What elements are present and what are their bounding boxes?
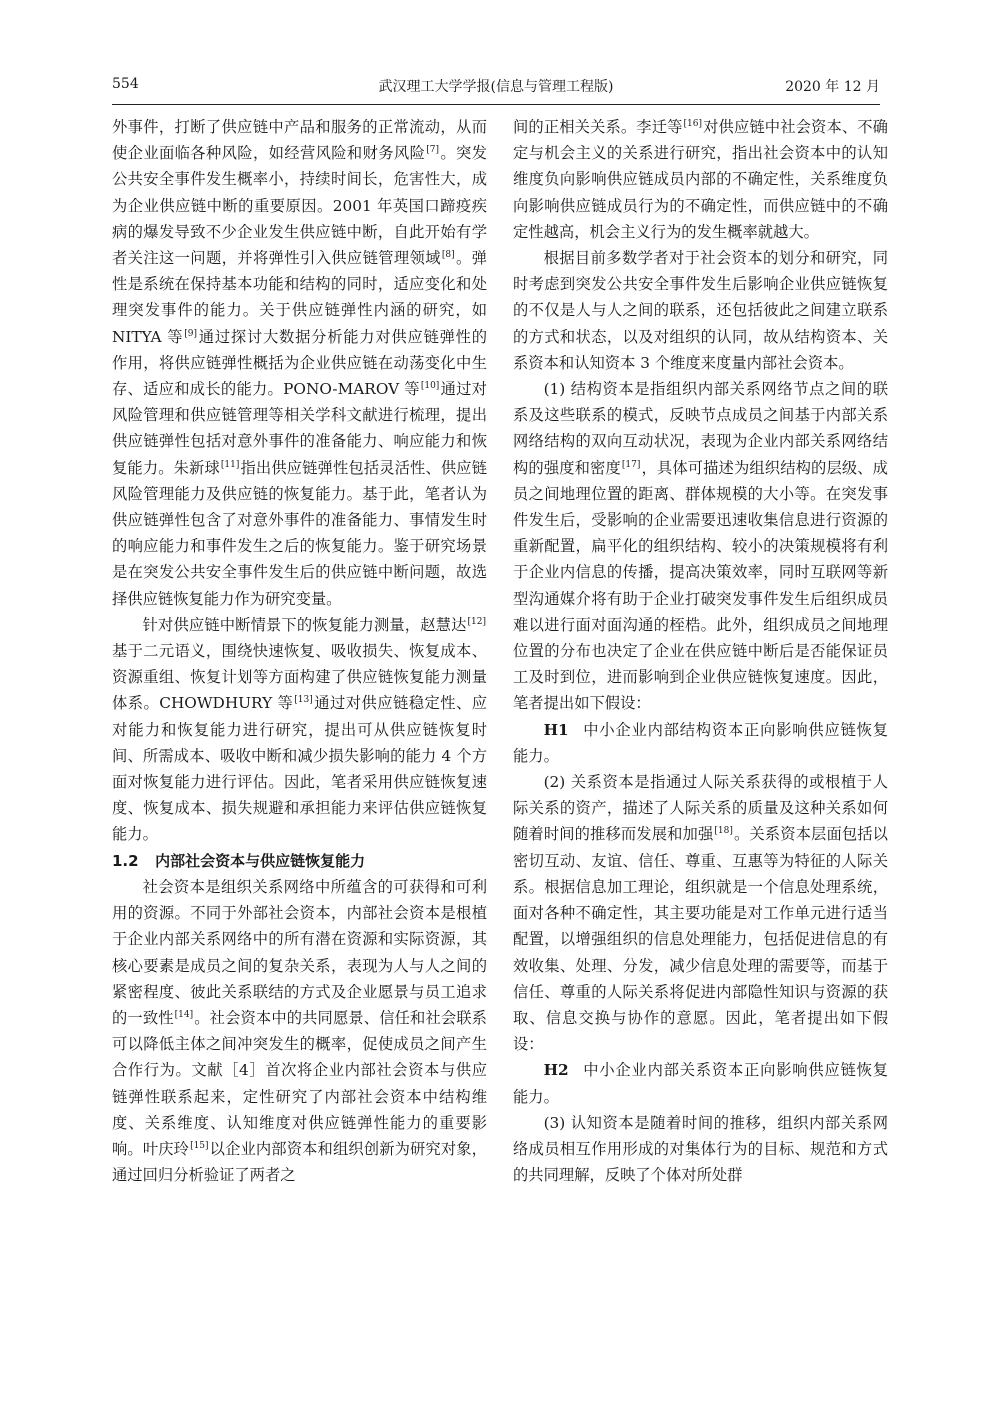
citation: [15] xyxy=(190,1140,209,1151)
paragraph: 针对供应链中断情景下的恢复能力测量，赵慧达[12]基于二元语义，围绕快速恢复、吸收损失、恢复成本、资源重组、恢复计划等方面构建了供应链恢复能力测量体系。CHOWDHURY 等[13]通过对供应链稳定性、应对能力和恢复能力进行研究，提出可从供应链恢复时间、所需成本、吸收中断和减少损失影响的能力 4 个方面对恢复能力进行评估。因此，笔者采用供应链恢复速度、恢复成本、损失规避和承担能力来评估供应链恢复能力。 xyxy=(112,615,487,844)
citation: [13] xyxy=(294,695,313,706)
citation: [7] xyxy=(426,145,439,156)
paragraph: (2) 关系资本是指通过人际关系获得的或根植于人际关系的资产，描述了人际关系的质量及这种关系如何随着时间的推移而发展和加强[18]。关系资本层面包括以密切互动、友谊、信任、尊重、互惠等为特征的人际关系。根据信息加工理论，组织就是一个信息处理系统，面对各种不确定性，其主要功能是对工作单元进行适当配置，以增强组织的信息处理能力，包括促进信息的有效收集、处理、分发，减少信息处理的需要等，而基于信任、尊重的人际关系将促进内部隐性知识与资源的获取、信息交换与协作的意愿。因此，笔者提出如下假设： xyxy=(513,773,888,1054)
hypothesis-h2: H2 中小企业内部关系资本正向影响供应链恢复能力。 xyxy=(513,1061,888,1106)
citation: [16] xyxy=(683,118,703,129)
paragraph: 社会资本是组织关系网络中所蕴含的可获得和可利用的资源。不同于外部社会资本，内部社会资本是根植于企业内部关系网络中的所有潜在资源和实际资源，其核心要素是成员之间的复杂关系，表现为人与人之间的紧密程度、彼此关系联结的方式及企业愿景与员工追求的一致性[14]。社会资本中的共同愿景、信任和社会联系可以降低主体之间冲突发生的概率，促使成员之间产生合作行为。文献［4］首次将企业内部社会资本与供应链弹性联系起来，定性研究了内部社会资本中结构维度、关系维度、认知维度对供应链弹性能力的重要影响。叶庆玲[15]以企业内部资本和组织创新为研究对象，通过回归分析验证了两者之 xyxy=(112,877,487,1185)
paragraph: 根据目前多数学者对于社会资本的划分和研究，同时考虑到突发公共安全事件发生后影响企业供应链恢复的不仅是人与人之间的联系，还包括彼此之间建立联系的方式和状态，以及对组织的认同，故从结构资本、关系资本和认知资本 3 个维度来度量内部社会资本。 xyxy=(513,249,888,372)
citation: [14] xyxy=(174,1009,194,1020)
page-number: 554 xyxy=(112,76,139,92)
citation: [12] xyxy=(467,616,486,627)
left-column xyxy=(112,114,487,1188)
section-number: 1.2 xyxy=(112,851,139,870)
citation: [9] xyxy=(184,328,198,339)
section-title: 内部社会资本与供应链恢复能力 xyxy=(155,851,366,870)
paragraph: 间的正相关关系。李迁等[16]对供应链中社会资本、不确定与机会主义的关系进行研究，指出社会资本中的认知维度负向影响供应链成员内部的不确定性，关系维度负向影响供应链成员行为的不确定性，而供应链中的不确定性越高，机会主义行为的发生概率就越大。 xyxy=(513,118,888,241)
running-header xyxy=(112,70,880,105)
hypothesis-id: H2 xyxy=(543,1061,569,1080)
citation: [18] xyxy=(714,826,733,837)
citation: [11] xyxy=(220,459,240,470)
right-column xyxy=(513,114,888,1188)
hypothesis-id: H1 xyxy=(543,720,569,739)
paragraph: (1) 结构资本是指组织内部关系网络节点之间的联系及这些联系的模式，反映节点成员之间基于内部关系网络结构的双向互动状况，表现为企业内部关系网络结构的强度和密度[17]，具体可描述为组织结构的层级、成员之间地理位置的距离、群体规模的大小等。在突发事件发生后，受影响的企业需要迅速收集信息进行资源的重新配置，扁平化的组织结构、较小的决策规模将有利于企业内信息的传播，提高决策效率，同时互联网等新型沟通媒介将有助于企业打破突发事件发生后组织成员难以进行面对面沟通的桎梏。此外，组织成员之间地理位置的分布也决定了企业在供应链中断后是否能保证员工及时到位，进而影响到企业供应链恢复速度。因此，笔者提出如下假设： xyxy=(513,380,888,713)
issue-date: 2020 年 12 月 xyxy=(785,79,880,95)
journal-title: 武汉理工大学学报(信息与管理工程版) xyxy=(378,79,614,95)
citation: [17] xyxy=(621,459,641,470)
paragraph: 外事件，打断了供应链中产品和服务的正常流动，从而使企业面临各种风险，如经营风险和财务风险[7]。突发公共安全事件发生概率小，持续时间长，危害性大，成为企业供应链中断的重要原因。2001 年英国口蹄疫疾病的爆发导致不少企业发生供应链中断，自此开始有学者关注这一问题，并将弹性引入供应链管理领域[8]。弹性是系统在保持基本功能和结构的同时，适应变化和处理突发事件的能力。关于供应链弹性内涵的研究，如 NITYA 等[9]通过探讨大数据分析能力对供应链弹性的作用，将供应链弹性概括为企业供应链在动荡变化中生存、适应和成长的能力。PONO-MAROV 等[10]通过对风险管理和供应链管理等相关学科文献进行梳理，提出供应链弹性包括对意外事件的准备能力、响应能力和恢复能力。朱新球[11]指出供应链弹性包括灵活性、供应链风险管理能力及供应链的恢复能力。基于此，笔者认为供应链弹性包含了对意外事件的准备能力、事情发生时的响应能力和事件发生之后的恢复能力。鉴于研究场景是在突发公共安全事件发生后的供应链中断问题，故选择供应链恢复能力作为研究变量。 xyxy=(112,118,487,608)
citation: [8] xyxy=(441,249,455,260)
section-heading xyxy=(112,848,487,874)
citation: [10] xyxy=(420,380,440,391)
hypothesis-h1: H1 中小企业内部结构资本正向影响供应链恢复能力。 xyxy=(513,720,888,765)
paragraph: (3) 认知资本是随着时间的推移，组织内部关系网络成员相互作用形成的对集体行为的目标、规范和方式的共同理解，反映了个体对所处群 xyxy=(513,1113,888,1185)
